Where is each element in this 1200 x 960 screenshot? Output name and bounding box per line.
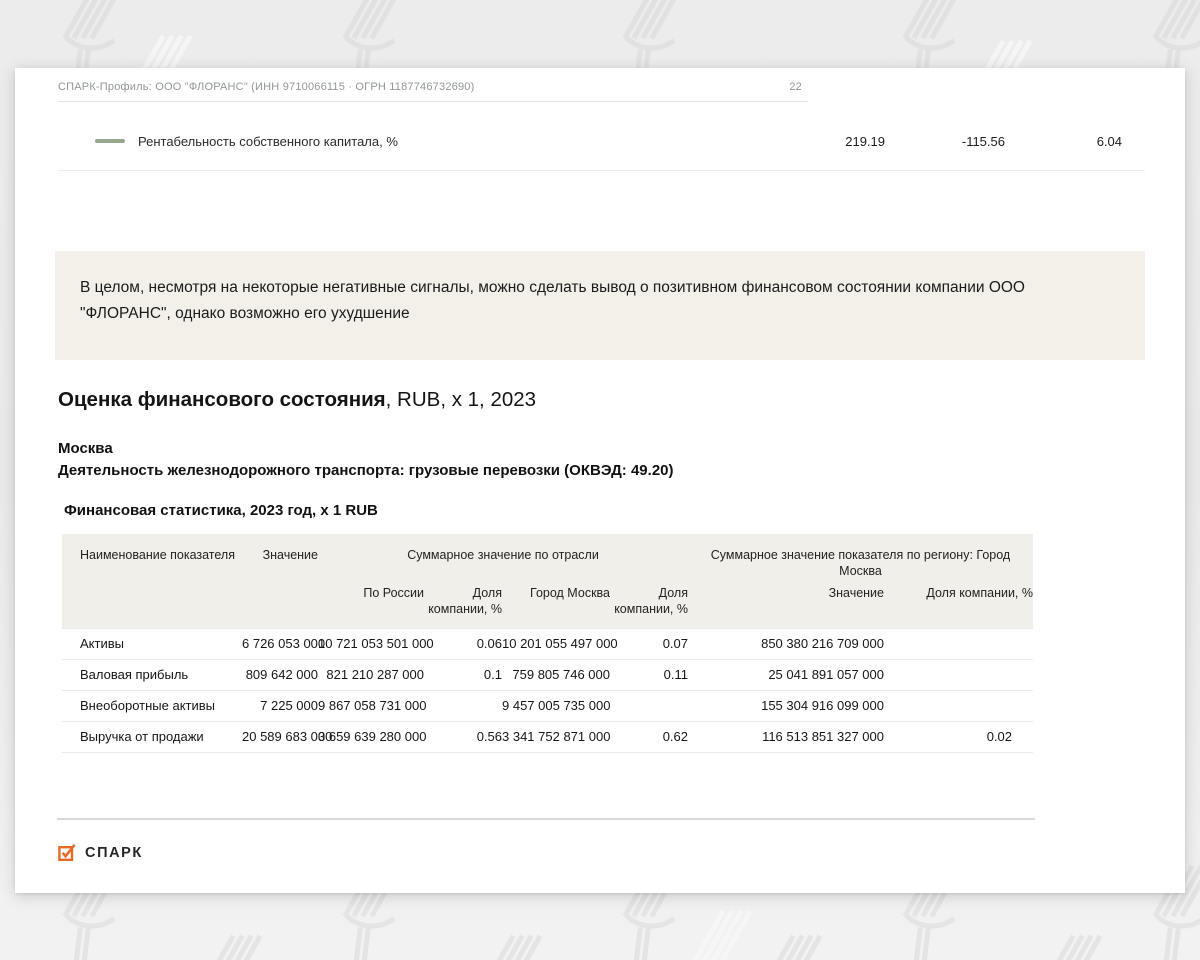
table-header	[62, 534, 1033, 629]
cell-region-share	[884, 660, 1033, 691]
cell-region-share: 0.02	[986, 729, 1012, 744]
spark-checkbox-icon	[58, 843, 77, 862]
cell-value: 7 225 000	[260, 698, 318, 713]
table-row	[62, 691, 1033, 722]
col-subheader-moscow: Город Москва	[502, 582, 610, 629]
financial-summary-text: В целом, несмотря на некоторые негативные сигналы, можно сделать вывод о позитивном финансовом состоянии компании ООО "ФЛОРАНС", однако возможно его ухудшение	[80, 279, 1025, 322]
legend-line-icon	[95, 139, 125, 143]
cell-value: 6 726 053 000	[242, 636, 326, 651]
cell-moscow: 10 201 055 497 000	[502, 636, 618, 651]
cell-share-ru: 0.1	[483, 667, 502, 682]
cell-share-ru: 0.56	[476, 729, 502, 744]
table-row	[62, 722, 1033, 753]
col-header-name: Наименование показателя	[62, 534, 242, 582]
indicator-value-3: 6.04	[1096, 133, 1122, 149]
spark-logo-text: СПАРК	[85, 844, 143, 861]
cell-share-ru	[424, 691, 502, 722]
indicator-value-2: -115.56	[961, 133, 1005, 149]
indicator-value-1: 219.19	[845, 133, 885, 149]
cell-name: Выручка от продажи	[80, 729, 204, 744]
cell-region-share	[884, 629, 1033, 660]
financial-summary-box	[55, 251, 1145, 360]
table-row	[62, 660, 1033, 691]
footer-divider	[57, 818, 1035, 820]
industry-line: Деятельность железнодорожного транспорта: грузовые перевозки (ОКВЭД: 49.20)	[58, 462, 674, 479]
cell-region-value: 116 513 851 327 000	[762, 729, 884, 744]
financial-statistics-table	[62, 534, 1033, 753]
cell-share-msk	[610, 691, 688, 722]
cell-name: Активы	[80, 636, 124, 651]
page-number: 22	[789, 81, 802, 93]
cell-moscow: 759 805 746 000	[512, 667, 610, 682]
col-header-value: Значение	[242, 534, 318, 582]
cell-moscow: 3 341 752 871 000	[502, 729, 611, 744]
cell-russia: 821 210 287 000	[326, 667, 424, 682]
cell-region-value: 850 380 216 709 000	[761, 636, 884, 651]
col-subheader-russia: По России	[318, 582, 424, 629]
header-divider	[58, 101, 808, 102]
cell-name: Внеоборотные активы	[80, 698, 216, 713]
col-subheader-region-value: Значение	[688, 582, 884, 629]
cell-russia: 10 721 053 501 000	[318, 636, 434, 651]
section-title	[58, 387, 1145, 413]
cell-region-value: 155 304 916 099 000	[761, 698, 884, 713]
table-row	[62, 629, 1033, 660]
cell-russia: 9 867 058 731 000	[318, 698, 427, 713]
indicator-label: Рентабельность собственного капитала, %	[138, 133, 398, 149]
cell-name: Валовая прибыль	[80, 667, 189, 682]
document-header	[58, 68, 808, 93]
col-subheader-share-ru: Доля компании, %	[424, 582, 502, 629]
cell-moscow: 9 457 005 735 000	[502, 698, 611, 713]
col-subheader-empty-2	[242, 582, 318, 629]
cell-share-ru: 0.06	[476, 636, 502, 651]
section-divider	[58, 170, 1145, 171]
indicator-legend-row	[58, 131, 1145, 151]
section-title-suffix: , RUB, x 1, 2023	[385, 388, 537, 411]
col-subheader-region-share: Доля компании, %	[884, 582, 1033, 629]
col-group-industry: Суммарное значение по отрасли	[318, 534, 688, 582]
spark-logo	[58, 843, 1145, 862]
cell-value: 809 642 000	[245, 667, 318, 682]
cell-russia: 3 659 639 280 000	[318, 729, 427, 744]
table-title: Финансовая статистика, 2023 год, x 1 RUB	[64, 502, 378, 519]
document-title: СПАРК-Профиль: ООО "ФЛОРАНС" (ИНН 9710066115 · ОГРН 1187746732690)	[58, 81, 475, 93]
col-subheader-share-msk: Доля компании, %	[610, 582, 688, 629]
cell-value: 20 589 683 000	[242, 729, 333, 744]
section-title-main: Оценка финансового состояния	[58, 388, 386, 411]
cell-region-share	[884, 691, 1033, 722]
cell-share-msk: 0.11	[663, 667, 688, 682]
region-line: Москва	[58, 440, 113, 457]
cell-share-msk: 0.07	[662, 636, 688, 651]
col-group-region: Суммарное значение показателя по региону: Город Москва	[688, 534, 1033, 582]
col-subheader-empty-1	[62, 582, 242, 629]
report-page	[15, 68, 1185, 893]
cell-region-value: 25 041 891 057 000	[768, 667, 884, 682]
cell-share-msk: 0.62	[662, 729, 688, 744]
